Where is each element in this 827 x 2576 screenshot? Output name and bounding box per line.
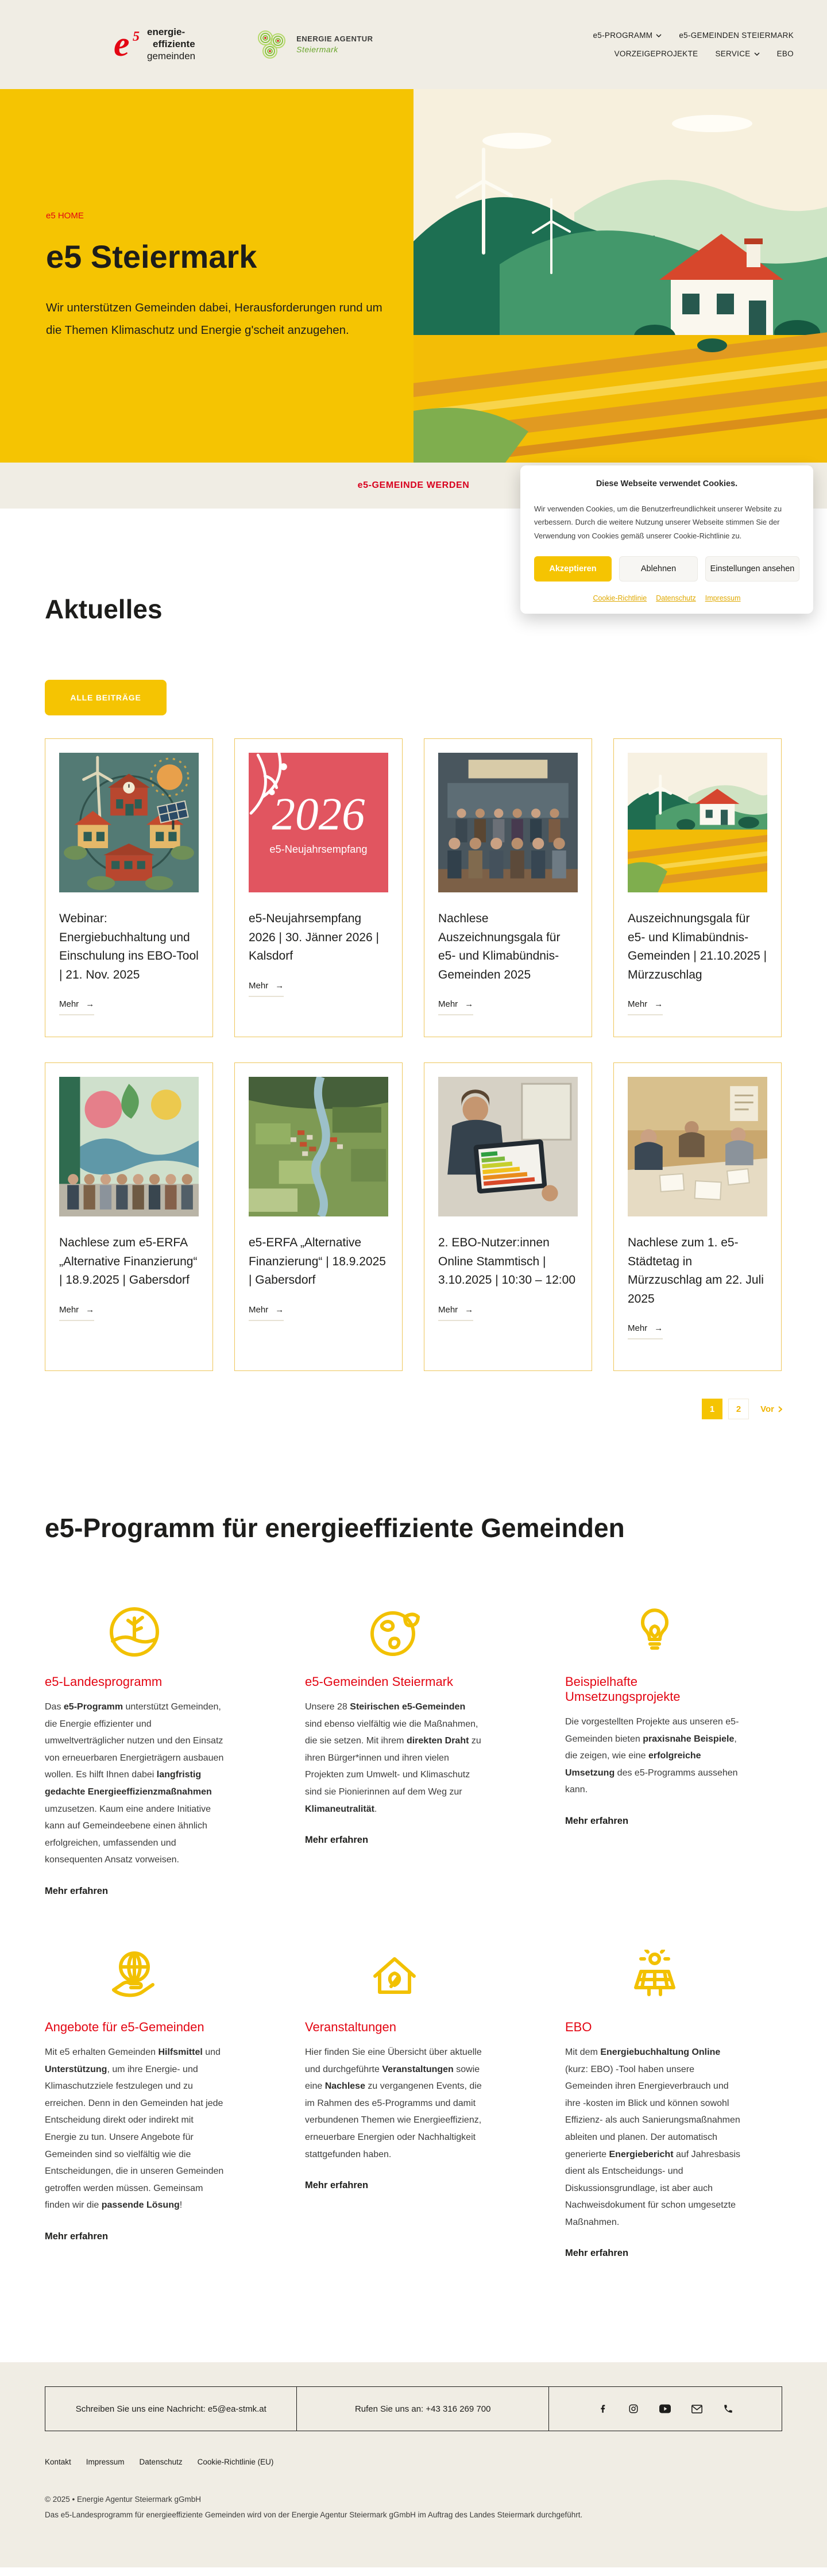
chevron-down-icon: [656, 34, 662, 37]
footer-link-datenschutz[interactable]: Datenschutz: [139, 2458, 183, 2467]
mail-icon[interactable]: [691, 2405, 702, 2413]
nav-item-e5-programm[interactable]: [593, 31, 662, 40]
news-card-more-link[interactable]: [249, 981, 284, 997]
news-card-title: Webinar: Energiebuchhaltung und Einschulung ins EBO-Tool | 21. Nov. 2025: [59, 912, 199, 981]
program-column-text: Das e5-Programm unterstützt Gemeinden, die Energie effizienter und umweltverträglicher nutzen und den Einsatz von erneuerbaren Energieträgern ausbauen wollen. Es hilft Ihnen dabei langfristig gedachte Energieeffizienzmaßnahmen umzusetzen. Kaum eine andere Initiative kann auf Gemeindeebene einen ähnlich erfolgreichen, umfassenden und konsequenten Ansatz vorweisen.: [45, 1702, 224, 1865]
program-column-veranstaltungen: [305, 1950, 484, 2259]
arrow-right-icon: →: [654, 999, 663, 1010]
news-card-title: Nachlese zum 1. e5-Städtetag in Mürzzuschlag am 22. Juli 2025: [628, 1236, 764, 1306]
e5-logo-icon: [114, 26, 144, 64]
arrow-right-icon: →: [86, 1304, 95, 1315]
cookie-banner: [520, 465, 813, 614]
pagination-next-label: Vor: [760, 1404, 774, 1414]
news-card-title: Nachlese zum e5-ERFA „Alternative Finanzierung“ | 18.9.2025 | Gabersdorf: [59, 1236, 198, 1287]
news-card[interactable]: [45, 738, 213, 1037]
more-erfahren-link[interactable]: Mehr erfahren: [45, 2231, 109, 2242]
program-column-text: Mit dem Energiebuchhaltung Online (kurz: EBO) -Tool haben unsere Gemeinden ihren Energieverbrauch und ihre -kosten im Blick und können sowohl Effizienz- als auch Sanierungsmaßnahmen ableiten und planen. Der automatisch generierte Energiebericht auf Jahresbasis dient als Entscheidungs- und Diskussionsgrundlage, ist aber auch Nachweisdokument für schon umgesetzte Maßnahmen.: [565, 2047, 741, 2227]
energie-agentur-logo-icon: [253, 28, 291, 61]
news-card-title: Auszeichnungsgala für e5- und Klimabündnis-Gemeinden | 21.10.2025 | Mürzzuschlag: [628, 912, 767, 981]
news-card-more-link[interactable]: [628, 1323, 663, 1339]
nav-label: VORZEIGEPROJEKTE: [614, 49, 698, 58]
e5-logo-text: [147, 26, 195, 64]
hero-section: [0, 89, 827, 463]
program-column-heading: e5-Landesprogramm: [45, 1674, 163, 1689]
news-card-more-link[interactable]: [59, 1305, 94, 1321]
svg-text:e5-Neujahrsempfang: e5-Neujahrsempfang: [269, 844, 368, 856]
program-section: [0, 1419, 827, 2259]
lightbulb-leaf-icon: [627, 1604, 682, 1659]
more-label: Mehr: [628, 999, 648, 1010]
program-column-gemeinden: [305, 1604, 484, 1897]
footer: [0, 2362, 827, 2567]
phone-icon[interactable]: [723, 2404, 733, 2414]
village-energy-illustration: [59, 753, 199, 892]
program-column-text: Die vorgestellten Projekte aus unseren e5-Gemeinden bieten praxisnahe Beispiele, die zeigen, wie eine erfolgreiche Umsetzung des e5-Programms aussehen kann.: [565, 1717, 739, 1795]
footer-links: [45, 2458, 782, 2466]
footer-link-cookie-richtlinie[interactable]: Cookie-Richtlinie (EU): [197, 2458, 274, 2467]
energie-agentur-line1: ENERGIE AGENTUR: [296, 34, 373, 43]
aerial-town-photo: [249, 1077, 388, 1216]
program-column-projekte: [565, 1604, 744, 1897]
program-column-heading: Beispielhafte Umsetzungsprojekte: [565, 1674, 681, 1704]
news-card[interactable]: [424, 1062, 592, 1371]
globe-icon: [367, 1604, 422, 1659]
footer-social-icons: [549, 2387, 782, 2431]
hero-text-block: [46, 211, 391, 342]
nav-label: e5-GEMEINDEN STEIERMARK: [679, 31, 794, 40]
svg-text:e: e: [114, 25, 130, 64]
more-label: Mehr: [438, 1304, 458, 1315]
news-section-title: Aktuelles: [45, 594, 163, 624]
footer-phone-link[interactable]: Rufen Sie uns an: +43 316 269 700: [297, 2387, 548, 2431]
program-column-text: Mit e5 erhalten Gemeinden Hilfsmittel und Unterstützung, um ihre Energie- und Klimaschutzziele festzulegen und zu erreichen. Denn in den Gemeinden hat jede Entscheidung direkt oder indirekt mit Energie zu tun. Unsere Angebote für Gemeinden sind so vielfältig wie die Entscheidungen, die in unseren Gemeinden getroffen werden müssen. Gemeinsam finden wir die passende Lösung!: [45, 2047, 224, 2211]
cookie-decline-button[interactable]: Ablehnen: [619, 556, 698, 582]
program-section-title: e5-Programm für energieeffiziente Gemeinden: [45, 1513, 625, 1543]
e5-logo[interactable]: [114, 26, 195, 64]
footer-link-kontakt[interactable]: Kontakt: [45, 2458, 71, 2467]
page-title: e5 Steiermark: [46, 238, 257, 275]
news-card-title: e5-ERFA „Alternative Finanzierung“ | 18.9.2025 | Gabersdorf: [249, 1236, 386, 1287]
program-grid: [45, 1604, 782, 2259]
arrow-right-icon: →: [654, 1323, 663, 1334]
main-nav: [569, 31, 794, 58]
news-card[interactable]: [613, 1062, 782, 1371]
program-column-heading: Angebote für e5-Gemeinden: [45, 2019, 204, 2034]
news-card-more-link[interactable]: [59, 999, 94, 1015]
news-card-more-link[interactable]: [628, 999, 663, 1015]
program-column-landesprogramm: [45, 1604, 224, 1897]
header: [0, 0, 827, 89]
news-card-grid: [45, 738, 782, 1371]
footer-email-link[interactable]: Schreiben Sie uns eine Nachricht: e5@ea-stmk.at: [45, 2387, 297, 2431]
more-erfahren-link[interactable]: Mehr erfahren: [565, 2248, 629, 2259]
news-card-title: Nachlese Auszeichnungsgala für e5- und Klimabündnis-Gemeinden 2025: [438, 912, 561, 981]
gala-group-photo: [438, 753, 578, 892]
logo-group: [114, 26, 373, 64]
e5-logo-line: effiziente: [153, 38, 195, 49]
arrow-right-icon: →: [275, 1304, 284, 1315]
energie-agentur-logo-text: [296, 34, 373, 55]
news-card[interactable]: [234, 738, 403, 1037]
all-posts-button[interactable]: ALLE BEITRÄGE: [45, 680, 167, 715]
nav-item-e5-gemeinden[interactable]: [679, 31, 794, 40]
program-column-heading: Veranstaltungen: [305, 2019, 397, 2034]
nav-label: SERVICE: [715, 49, 751, 58]
mural-group-photo: [59, 1077, 199, 1216]
news-card-more-link[interactable]: [249, 1305, 284, 1321]
youtube-icon[interactable]: [659, 2404, 671, 2413]
landscape-illustration: [628, 753, 767, 892]
nav-item-service[interactable]: [715, 49, 759, 58]
eco-house-icon: [367, 1950, 422, 2005]
program-column-heading: EBO: [565, 2019, 592, 2034]
chevron-down-icon: [754, 52, 760, 56]
news-card[interactable]: [234, 1062, 403, 1371]
footer-description: Das e5-Landesprogramm für energieeffiziente Gemeinden wird von der Energie Agentur Steiermark gGmbH im Auftrag des Landes Steiermark durchgeführt.: [45, 2510, 583, 2520]
e5-logo-line: energie-: [147, 26, 186, 37]
program-column-text: Unsere 28 Steirischen e5-Gemeinden sind ebenso vielfältig wie die Maßnahmen, die sie setzen. Mit ihrem direkten Draht zu ihren Bürger*innen und ihren vielen Projekten zum Umwelt- und Klimaschutz sind sie Pionierinnen auf dem Weg zur Klimaneutralität.: [305, 1702, 481, 1814]
more-label: Mehr: [249, 1304, 269, 1315]
solar-panel-icon: [627, 1950, 682, 2005]
newyear-2026-illustration: [249, 753, 388, 892]
svg-text:5: 5: [133, 29, 140, 44]
nav-label: e5-PROGRAMM: [593, 31, 653, 40]
program-column-text: Hier finden Sie eine Übersicht über aktuelle und durchgeführte Veranstaltungen sowie eine Nachlese zu vergangenen Events, die im Rahmen des e5-Programms und damit verbundenen Themen wie Energieeffizienz, erneuerbare Energien oder Nachhaltigkeit stattgefunden haben.: [305, 2047, 482, 2159]
arrow-right-icon: →: [86, 999, 95, 1010]
cookie-body: Wir verwenden Cookies, um die Benutzerfreundlichkeit unserer Website zu verbessern. Durch die weitere Nutzung unserer Webseite stimmen Sie der Verwendung von Cookies gemäß unserer Cookie-Richtlinie zu.: [534, 505, 782, 540]
cookie-accept-button[interactable]: Akzeptieren: [534, 556, 612, 582]
copyright-line: © 2025 • Energie Agentur Steiermark gGmbH: [45, 2495, 202, 2504]
pagination-page-1[interactable]: 1: [702, 1399, 722, 1419]
nav-item-ebo[interactable]: [777, 49, 794, 58]
nav-label: EBO: [776, 49, 794, 58]
cookie-settings-button[interactable]: Einstellungen ansehen: [705, 556, 799, 582]
cookie-buttons: [534, 556, 799, 582]
pagination: [45, 1399, 782, 1419]
cookie-title: Diese Webseite verwendet Cookies.: [596, 479, 738, 488]
cookie-links: [534, 594, 799, 602]
energie-agentur-logo[interactable]: [253, 28, 373, 61]
become-e5-gemeinde-link[interactable]: e5-GEMEINDE WERDEN: [357, 480, 470, 490]
news-card-title: e5-Neujahrsempfang 2026 | 30. Jänner 2026 | Kalsdorf: [249, 912, 379, 963]
footer-contact-box: [45, 2386, 782, 2431]
more-erfahren-link[interactable]: Mehr erfahren: [305, 2180, 369, 2191]
news-card-title: 2. EBO-Nutzer:innen Online Stammtisch | 3.10.2025 | 10:30 – 12:00: [438, 1236, 575, 1287]
news-card-more-link[interactable]: [438, 999, 473, 1015]
more-label: Mehr: [438, 999, 458, 1010]
hand-globe-icon: [107, 1950, 162, 2005]
more-erfahren-link[interactable]: Mehr erfahren: [565, 1815, 629, 1826]
svg-text:2026: 2026: [272, 788, 365, 840]
program-column-heading: e5-Gemeinden Steiermark: [305, 1674, 454, 1689]
arrow-right-icon: →: [275, 980, 284, 991]
news-section: [0, 509, 827, 1419]
tablet-energy-chart-photo: [438, 1077, 578, 1216]
facebook-icon[interactable]: [597, 2404, 608, 2414]
landscape-sprout-icon: [107, 1604, 162, 1659]
pagination-page-2[interactable]: 2: [728, 1399, 749, 1419]
arrow-right-icon: →: [465, 999, 474, 1010]
hero-landscape-illustration: [413, 89, 827, 463]
arrow-right-icon: →: [465, 1304, 474, 1315]
workshop-table-photo: [628, 1077, 767, 1216]
pagination-next[interactable]: [760, 1404, 782, 1414]
footer-copyright: [45, 2492, 782, 2523]
instagram-icon[interactable]: [628, 2404, 639, 2414]
e5-logo-line: gemeinden: [147, 51, 196, 62]
datenschutz-link[interactable]: Datenschutz: [656, 594, 696, 603]
hero-subtitle: Wir unterstützen Gemeinden dabei, Herausforderungen rund um die Themen Klimaschutz und Energie g'scheit anzugehen.: [46, 301, 382, 337]
news-card[interactable]: [613, 738, 782, 1037]
more-label: Mehr: [59, 1304, 79, 1315]
more-erfahren-link[interactable]: Mehr erfahren: [305, 1835, 369, 1846]
energie-agentur-line2: Steiermark: [296, 44, 338, 54]
breadcrumb[interactable]: e5 HOME: [46, 211, 84, 221]
more-label: Mehr: [628, 1323, 648, 1334]
news-card[interactable]: [424, 738, 592, 1037]
footer-link-impressum[interactable]: Impressum: [86, 2458, 125, 2467]
nav-item-vorzeigeprojekte[interactable]: [615, 49, 698, 58]
news-card-more-link[interactable]: [438, 1305, 473, 1321]
news-card[interactable]: [45, 1062, 213, 1371]
cookie-richtlinie-link[interactable]: Cookie-Richtlinie: [593, 594, 647, 603]
program-column-ebo: [565, 1950, 744, 2259]
more-label: Mehr: [249, 980, 269, 991]
more-label: Mehr: [59, 999, 79, 1010]
program-column-angebote: [45, 1950, 224, 2259]
impressum-link[interactable]: Impressum: [705, 594, 741, 603]
more-erfahren-link[interactable]: Mehr erfahren: [45, 1885, 109, 1896]
chevron-right-icon: [778, 1406, 782, 1412]
